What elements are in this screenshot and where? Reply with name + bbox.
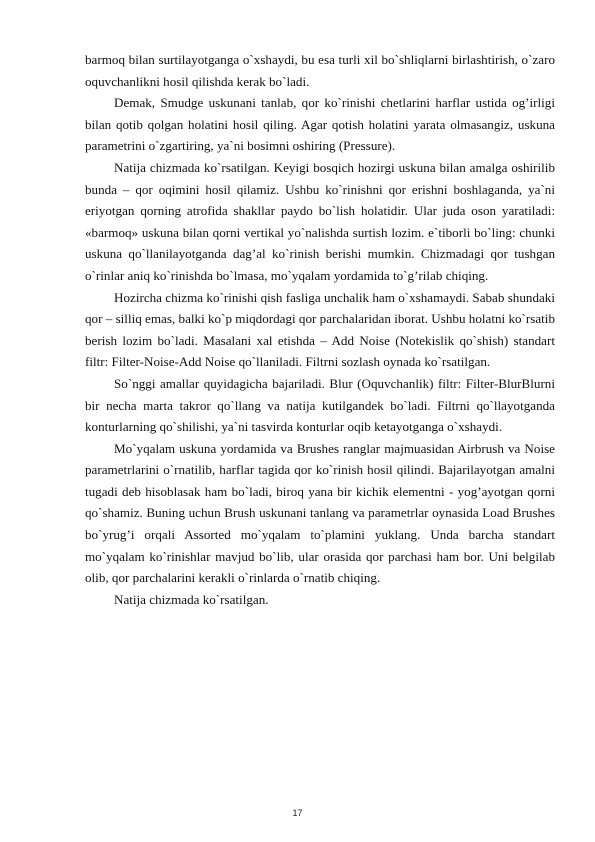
paragraph-add-noise: Hozircha chizma ko`rinishi qish fasliga unchalik ham o`xshamaydi. Sabab shundaki qor – silliq emas, balki ko`p miqdordagi qor parchalaridan iborat. Ushbu holatni ko`rsatib berish lozim bo`ladi. Masalani xal etishda – Add Noise (Notekislik qo`shish) standart filtr: Filter-Noise-Add Noise qo`llaniladi. Filtrni sozlash oynada ko`rsatilgan. bbox=[85, 289, 555, 370]
paragraph-smudge-instruction: Demak, Smudge uskunani tanlab, qor ko`rinishi chetlarini harflar ustida og’irligi bilan qotib qolgan holatini hosil qiling. Agar qotish holatini yarata olmasangiz, uskuna parametrini o`zgartiring, ya`ni bosimni oshiring (Pressure). bbox=[85, 95, 555, 154]
paragraph-snow-flow: Natija chizmada ko`rsatilgan. Keyigi bosqich hozirgi uskuna bilan amalga oshirilib bunda – qor oqimini hosil qilamiz. Ushbu ko`rinishni qor erishni boshlaganda, ya`ni eriyotgan qorning atrofida shakllar paydo bo`lish holatidir. Ular juda oson yaratiladi: «barmoq» uskuna bilan qorni vertikal yo`nalishda surtish lozim. e`tiborli bo`ling: chunki uskuna qo`llanilayotganda dag’al ko`rinish berishi mumkin. Chizmadagi qor tushgan o`rinlar aniq ko`rinishda bo`lmasa, mo`yqalam yordamida to`g’rilab chiqing. bbox=[85, 159, 555, 283]
paragraph-result: Natija chizmada ko`rsatilgan. bbox=[114, 591, 269, 607]
paragraph-blur-filter: So`nggi amallar quyidagicha bajariladi. Blur (Oquvchanlik) filtr: Filter-BlurBlurni bir necha marta takror qo`llang va natija kutilgandek bo`ladi. Filtrni qo`llayotganda konturlarning qo`shilishi, ya`ni tasvirda konturlar oqib ketayotganga o`xshaydi. bbox=[85, 375, 555, 435]
document-body bbox=[85, 49, 555, 610]
page-number: 17 bbox=[292, 808, 303, 818]
paragraph-brushes: Mo`yqalam uskuna yordamida va Brushes ranglar majmuasidan Airbrush va Noise parametrlarini o`rnatilib, harflar tagida qor ko`rinish hosil qilindi. Bajarilayotgan amalni tugadi deb hisoblasak ham bo`ladi, biroq yana bir kichik elementni - yog’ayotgan qorni qo`shamiz. Buning uchun Brush uskunani tanlang va parametrlar oynasida Load Brushes bo`yrug’i orqali Assorted mo`yqalam to`plamini yuklang. Unda barcha standart mo`yqalam ko`rinishlar mavjud bo`lib, ular orasida qor parchasi ham bor. Uni belgilab olib, qor parchalarini kerakli o`rinlarda o`rnatib chiqing. bbox=[85, 440, 555, 586]
paragraph-continuation: barmoq bilan surtilayotganga o`xshaydi, bu esa turli xil bo`shliqlarni birlashtirish, o`zaro oquvchanlikni hosil qilishda kerak bo`ladi. bbox=[85, 52, 555, 89]
